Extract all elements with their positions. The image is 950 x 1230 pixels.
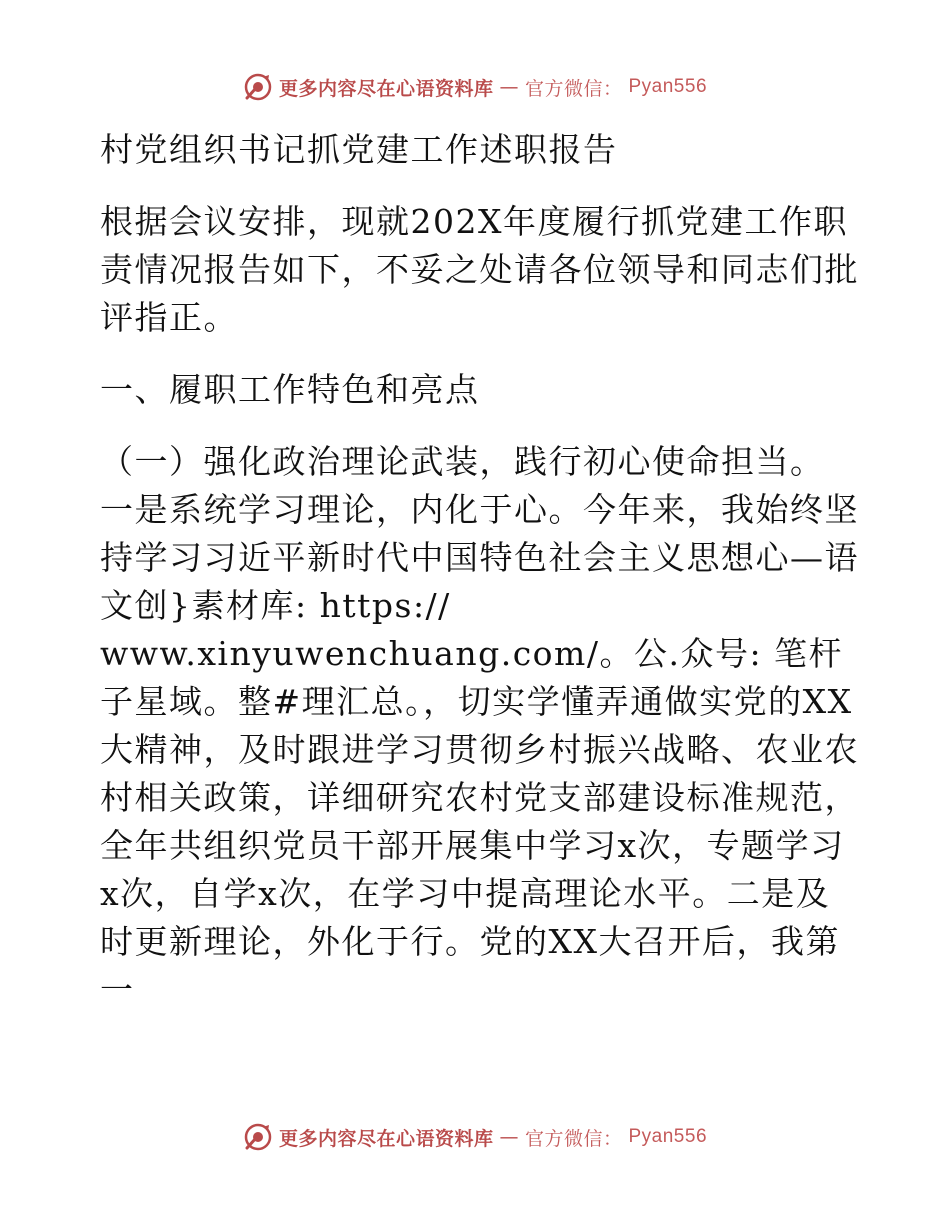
pen-logo-icon [243, 1122, 273, 1152]
banner-main-text: 更多内容尽在心语资料库 [278, 1127, 494, 1150]
banner-sub-text: 官方微信： [524, 1127, 623, 1150]
banner-dash: — [499, 76, 519, 98]
pen-logo-icon [243, 72, 273, 102]
footer-watermark-banner [0, 1122, 950, 1152]
section-heading: 一、履职工作特色和亮点 [100, 370, 480, 409]
banner-wechat-id: Pyan556 [628, 1126, 708, 1147]
document-body [100, 126, 860, 1014]
document-title: 村党组织书记抓党建工作述职报告 [100, 130, 618, 169]
header-watermark-banner [0, 72, 950, 102]
banner-wechat-id: Pyan556 [628, 76, 708, 97]
subheading: （一）强化政治理论武装，践行初心使命担当。 [100, 442, 825, 481]
banner-dash: — [499, 1126, 519, 1148]
banner-sub-text: 官方微信： [524, 77, 623, 100]
banner-main-text: 更多内容尽在心语资料库 [278, 77, 494, 100]
intro-paragraph: 根据会议安排，现就202X年度履行抓党建工作职责情况报告如下，不妥之处请各位领导和同志们批评指正。 [100, 202, 859, 337]
body-paragraph-part1: 一是系统学习理论，内化于心。今年来，我始终坚持学习习近平新时代中国特色社会主义思想心—语文创}素材库: https:// [100, 490, 859, 625]
body-paragraph-part2: www.xinyuwenchuang.com/。公.众号: 笔杆子星域。整#理汇总。，切实学懂弄通做实党的XX大精神，及时跟进学习贯彻乡村振兴战略、农业农村相关政策，详细研究农村党支部建设标准规范，全年共组织党员干部开展集中学习x次，专题学习x次，自学x次，在学习中提高理论水平。二是及时更新理论，外化于行。党的XX大召开后，我第一 [100, 634, 859, 1009]
